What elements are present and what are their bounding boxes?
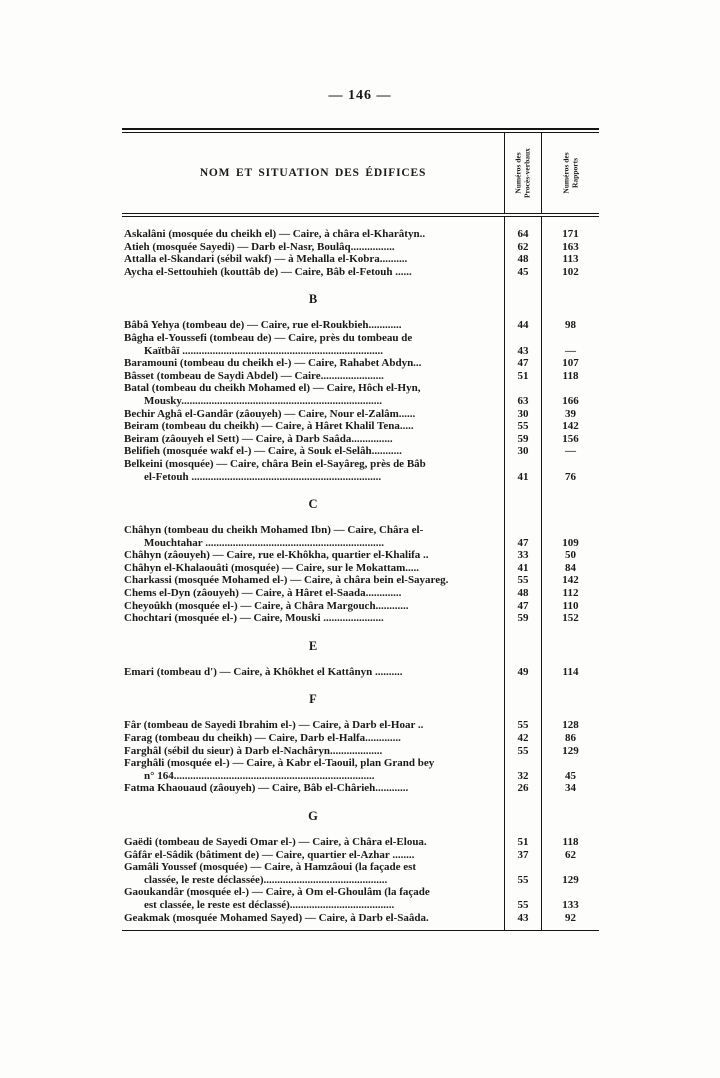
entry-line: Baramouni (tombeau du cheikh el-) — Caire, Rahabet Abdyn... [124,357,422,370]
rap-cell [542,241,599,254]
pv-value: 55 [517,873,529,886]
entry-name [122,757,505,782]
table-row [122,600,599,613]
entry-line: Aycha el-Settouhieh (kouttâb de) — Caire, Bâb el-Fetouh ...... [124,265,412,278]
table-row [122,382,599,407]
pv-value: 47 [517,357,529,370]
pv-value: 55 [517,574,529,587]
entry-name [122,574,505,587]
pv-cell [505,332,542,357]
entry-line: Châhyn (zâouyeh) — Caire, rue el-Khôkha, quartier el-Khalifa .. [124,549,429,562]
rap-cell [542,849,599,862]
entry-line: Chems el-Dyn (zâouyeh) — Caire, à Hâret el-Saada............. [124,587,402,600]
rap-cell [542,217,599,241]
rap-value: — [565,344,576,357]
pv-value: 41 [517,561,529,574]
section-letter: G [122,795,505,836]
entry-line: Bâgha el-Youssefi (tombeau de) — Caire, près du tombeau de [124,331,413,344]
rap-value: 142 [562,574,579,587]
pv-value: 64 [517,228,529,240]
rap-cell [542,458,599,483]
rap-cell [542,912,599,931]
pv-cell [505,574,542,587]
rap-cell [542,600,599,613]
pv-cell [505,782,542,795]
pv-cell [505,562,542,575]
table-row [122,458,599,483]
table-row [122,574,599,587]
rap-value: 39 [565,407,576,420]
table-body [122,217,599,930]
entry-name [122,382,505,407]
edifices-table [122,128,599,931]
entry-line: Châhyn (tombeau du cheikh Mohamed Ibn) — Caire, Châra el- [124,524,424,537]
rap-value: 50 [565,549,576,562]
rap-value: 142 [562,420,579,433]
entry-name [122,253,505,266]
table-row [122,719,599,732]
section-letter: C [122,483,505,524]
entry-line: Emari (tombeau d') — Caire, à Khôkhet el Kattânyn .......... [124,665,403,678]
table-bottom-rule [122,930,599,931]
rap-value: 62 [565,848,576,861]
rap-value: 98 [565,319,576,332]
entry-line: Gaoukandâr (mosquée el-) — Caire, à Om el-Ghoulâm (la façade [124,886,430,899]
entry-line: Fâr (tombeau de Sayedi Ibrahim el-) — Caire, à Darb el-Hoar .. [124,719,424,732]
rap-cell [542,445,599,458]
table-row [122,861,599,886]
rap-cell [542,678,599,719]
rap-value: 112 [562,587,579,600]
pv-value: 43 [517,911,529,924]
section-letter-row [122,278,599,319]
rapports-column-header [542,133,599,213]
pv-cell [505,732,542,745]
rap-value: 45 [565,769,576,782]
rap-value: 110 [562,599,579,612]
rap-cell [542,266,599,279]
entry-name [122,886,505,911]
pv-value: 62 [517,240,529,253]
table-row [122,782,599,795]
rap-value: 102 [562,265,579,278]
pv-value: 37 [517,848,529,861]
pv-cell [505,217,542,241]
pv-cell [505,666,542,679]
entry-line: Châhyn el-Khalaouâti (mosquée) — Caire, sur le Mokattam..... [124,561,420,574]
table-row [122,562,599,575]
rap-cell [542,732,599,745]
pv-cell [505,370,542,383]
entry-name [122,524,505,549]
entry-line: Belifieh (mosquée wakf el-) — Caire, à Souk el-Selâh........... [124,445,402,458]
table-row [122,253,599,266]
rap-value: 34 [565,782,576,795]
table-row [122,433,599,446]
pv-value: 47 [517,599,529,612]
pv-cell [505,253,542,266]
entry-line: Attalla el-Skandari (sébil wakf) — à Mehalla el-Kobra.......... [124,253,408,266]
pv-cell [505,483,542,524]
rap-value: — [565,445,576,458]
rap-cell [542,719,599,732]
rap-cell [542,420,599,433]
pv-value: 30 [517,445,529,458]
rap-cell [542,319,599,332]
entry-name [122,912,505,931]
entry-name [122,587,505,600]
entry-name [122,266,505,279]
pv-value: 55 [517,898,529,911]
pv-cell [505,612,542,625]
rap-cell [542,574,599,587]
rap-cell [542,587,599,600]
entry-name [122,719,505,732]
rap-cell [542,795,599,836]
pv-value: 47 [517,536,529,549]
entry-name [122,782,505,795]
pv-cell [505,241,542,254]
table-header [122,133,599,213]
pv-cell [505,912,542,931]
pv-value: 59 [517,432,529,445]
rap-cell [542,370,599,383]
pv-cell [505,745,542,758]
table-row [122,886,599,911]
pv-value: 48 [517,253,529,266]
pv-value: 43 [517,344,529,357]
pv-value: 55 [517,744,529,757]
rap-value: 118 [562,369,579,382]
pv-cell [505,836,542,849]
entry-line: Cheyoûkh (mosquée el-) — Caire, à Châra Margouch............ [124,599,409,612]
entry-line: Charkassi (mosquée Mohamed el-) — Caire, à châra bein el-Sayareg. [124,574,449,587]
rap-cell [542,433,599,446]
entry-name [122,549,505,562]
pv-cell [505,678,542,719]
rap-cell [542,745,599,758]
entry-line: Batal (tombeau du cheikh Mohamed el) — Caire, Hôch el-Hyn, [124,382,421,395]
entry-name [122,319,505,332]
rap-cell [542,408,599,421]
table-row [122,587,599,600]
section-letter-row [122,678,599,719]
rap-cell [542,782,599,795]
pv-cell [505,266,542,279]
pv-value: 55 [517,420,529,433]
entry-name [122,420,505,433]
entry-line: Atieh (mosquée Sayedi) — Darb el-Nasr, Boulâq................ [124,240,395,253]
pv-cell [505,795,542,836]
table-row [122,732,599,745]
table-row [122,745,599,758]
table-row [122,445,599,458]
pv-cell [505,382,542,407]
rap-value: 166 [562,394,579,407]
pv-value: 51 [517,369,529,382]
section-letter: B [122,278,505,319]
entry-line: classée, le reste déclassée)............................................. [144,873,388,886]
entry-line: Beiram (zâouyeh el Sett) — Caire, à Darb Saâda............... [124,432,393,445]
entry-name [122,217,505,241]
name-column-header [122,133,505,213]
entry-line: Geakmak (mosquée Mohamed Sayed) — Caire, à Darb el-Saâda. [124,911,429,924]
table-row [122,266,599,279]
rap-value: 109 [562,536,579,549]
rap-value: 128 [562,719,579,732]
rap-cell [542,562,599,575]
entry-line: Farghâl (sébil du sieur) à Darb el-Nachâryn................... [124,744,383,757]
rap-value: 92 [565,911,576,924]
rap-cell [542,357,599,370]
entry-name [122,612,505,625]
rap-cell [542,253,599,266]
entry-line: Beiram (tombeau du cheikh) — Caire, à Hâret Khalil Tena..... [124,420,414,433]
section-letter: E [122,625,505,666]
rap-value: 118 [562,836,579,848]
table-row [122,420,599,433]
rap-cell [542,666,599,679]
pv-cell [505,524,542,549]
pv-cell [505,849,542,862]
entry-name [122,732,505,745]
table-row [122,612,599,625]
pv-value: 45 [517,265,529,278]
rap-cell [542,278,599,319]
pv-cell [505,278,542,319]
rap-value: 107 [562,357,579,370]
pv-cell [505,319,542,332]
rap-value: 76 [565,470,576,483]
entry-line: Bâbâ Yehya (tombeau de) — Caire, rue el-Roukbieh............ [124,319,402,332]
name-header-label: NOM ET SITUATION DES ÉDIFICES [199,167,427,179]
pv-cell [505,408,542,421]
entry-line: Farag (tombeau du cheikh) — Caire, Darb el-Halfa............. [124,732,401,745]
pv-cell [505,587,542,600]
entry-name [122,849,505,862]
entry-line: Mouchtahar ................................................................. [144,536,384,549]
rap-cell [542,886,599,911]
pv-cell [505,445,542,458]
pv-cell [505,433,542,446]
entry-name [122,745,505,758]
rap-value: 113 [562,253,579,266]
page-number: — 146 — [328,88,392,103]
entry-name [122,332,505,357]
rap-value: 114 [562,665,579,678]
rap-value: 171 [562,228,579,240]
pv-value: 49 [517,665,529,678]
entry-name [122,562,505,575]
pv-cell [505,600,542,613]
table-row [122,357,599,370]
entry-name [122,433,505,446]
pv-value: 30 [517,407,529,420]
pv-value: 44 [517,319,529,332]
rapports-header-label: Numéros des Rapports [561,152,579,194]
table-row [122,217,599,241]
rap-cell [542,612,599,625]
section-letter: F [122,678,505,719]
pv-cell [505,886,542,911]
rap-value: 129 [562,744,579,757]
entry-line: n° 164......................................................................... [144,769,375,782]
pv-value: 51 [517,836,529,848]
pv-value: 59 [517,612,529,625]
table-row [122,666,599,679]
entry-line: Kaïtbâï ......................................................................... [144,344,383,357]
pv-cell [505,357,542,370]
entry-line: Fatma Khaouaud (zâouyeh) — Caire, Bâb el-Chârieh............ [124,782,409,795]
table-row [122,241,599,254]
pv-cell [505,549,542,562]
pv-value: 32 [517,769,529,782]
rap-cell [542,483,599,524]
entry-name [122,241,505,254]
section-letter-row [122,625,599,666]
section-letter-row [122,795,599,836]
entry-name [122,666,505,679]
entry-line: Gaëdi (tombeau de Sayedi Omar el-) — Caire, à Châra el-Eloua. [124,836,427,848]
entry-line: Mousky......................................................................... [144,394,383,407]
entry-line: el-Fetouh ..................................................................... [144,470,382,483]
table-row [122,849,599,862]
entry-line: Bechir Aghâ el-Gandâr (zâouyeh) — Caire, Nour el-Zalâm...... [124,407,416,420]
entry-name [122,458,505,483]
table-row [122,319,599,332]
pv-value: 26 [517,782,529,795]
rap-value: 156 [562,432,579,445]
entry-name [122,357,505,370]
entry-line: Bâsset (tombeau de Saydi Abdel) — Caire....................... [124,369,384,382]
entry-line: Gamâli Youssef (mosquée) — Caire, à Hamzâoui (la façade est [124,861,417,874]
entry-line: est classée, le reste est déclassé)...................................... [144,898,395,911]
entry-name [122,408,505,421]
rap-value: 133 [562,898,579,911]
rap-cell [542,549,599,562]
entry-line: Belkeini (mosquée) — Caire, châra Bein el-Sayâreg, près de Bâb [124,457,426,470]
entry-name [122,445,505,458]
entry-line: Gâfâr el-Sâdik (bâtiment de) — Caire, quartier el-Azhar ........ [124,848,415,861]
table-row [122,836,599,849]
entry-name [122,370,505,383]
rap-cell [542,524,599,549]
rap-cell [542,625,599,666]
rap-value: 84 [565,561,576,574]
table-row [122,332,599,357]
pv-cell [505,420,542,433]
pv-cell [505,458,542,483]
pv-value: 55 [517,719,529,732]
pv-cell [505,861,542,886]
pv-cell [505,719,542,732]
entry-name [122,836,505,849]
entry-name [122,600,505,613]
pv-cell [505,625,542,666]
pv-value: 63 [517,394,529,407]
rap-cell [542,861,599,886]
rap-value: 86 [565,732,576,745]
rap-cell [542,836,599,849]
rap-cell [542,757,599,782]
pv-value: 48 [517,587,529,600]
proces-verbaux-column-header [505,133,542,213]
rap-value: 129 [562,873,579,886]
table-row [122,549,599,562]
entry-line: Chochtari (mosquée el-) — Caire, Mouski ...................... [124,612,384,625]
entry-line: Askalâni (mosquée du cheikh el) — Caire, à châra el-Kharâtyn.. [124,228,426,240]
entry-name [122,861,505,886]
entry-line: Farghâli (mosquée el-) — Caire, à Kabr el-Taouil, plan Grand bey [124,757,435,770]
rap-cell [542,382,599,407]
table-row [122,912,599,931]
table-row [122,757,599,782]
rap-value: 152 [562,612,579,625]
rap-cell [542,332,599,357]
table-row [122,408,599,421]
pv-value: 42 [517,732,529,745]
pv-cell [505,757,542,782]
proces-verbaux-header-label: Numéros des Procès-verbaux [513,148,531,198]
section-letter-row [122,483,599,524]
rap-value: 163 [562,240,579,253]
pv-value: 33 [517,549,529,562]
pv-value: 41 [517,470,529,483]
table-row [122,524,599,549]
table-row [122,370,599,383]
